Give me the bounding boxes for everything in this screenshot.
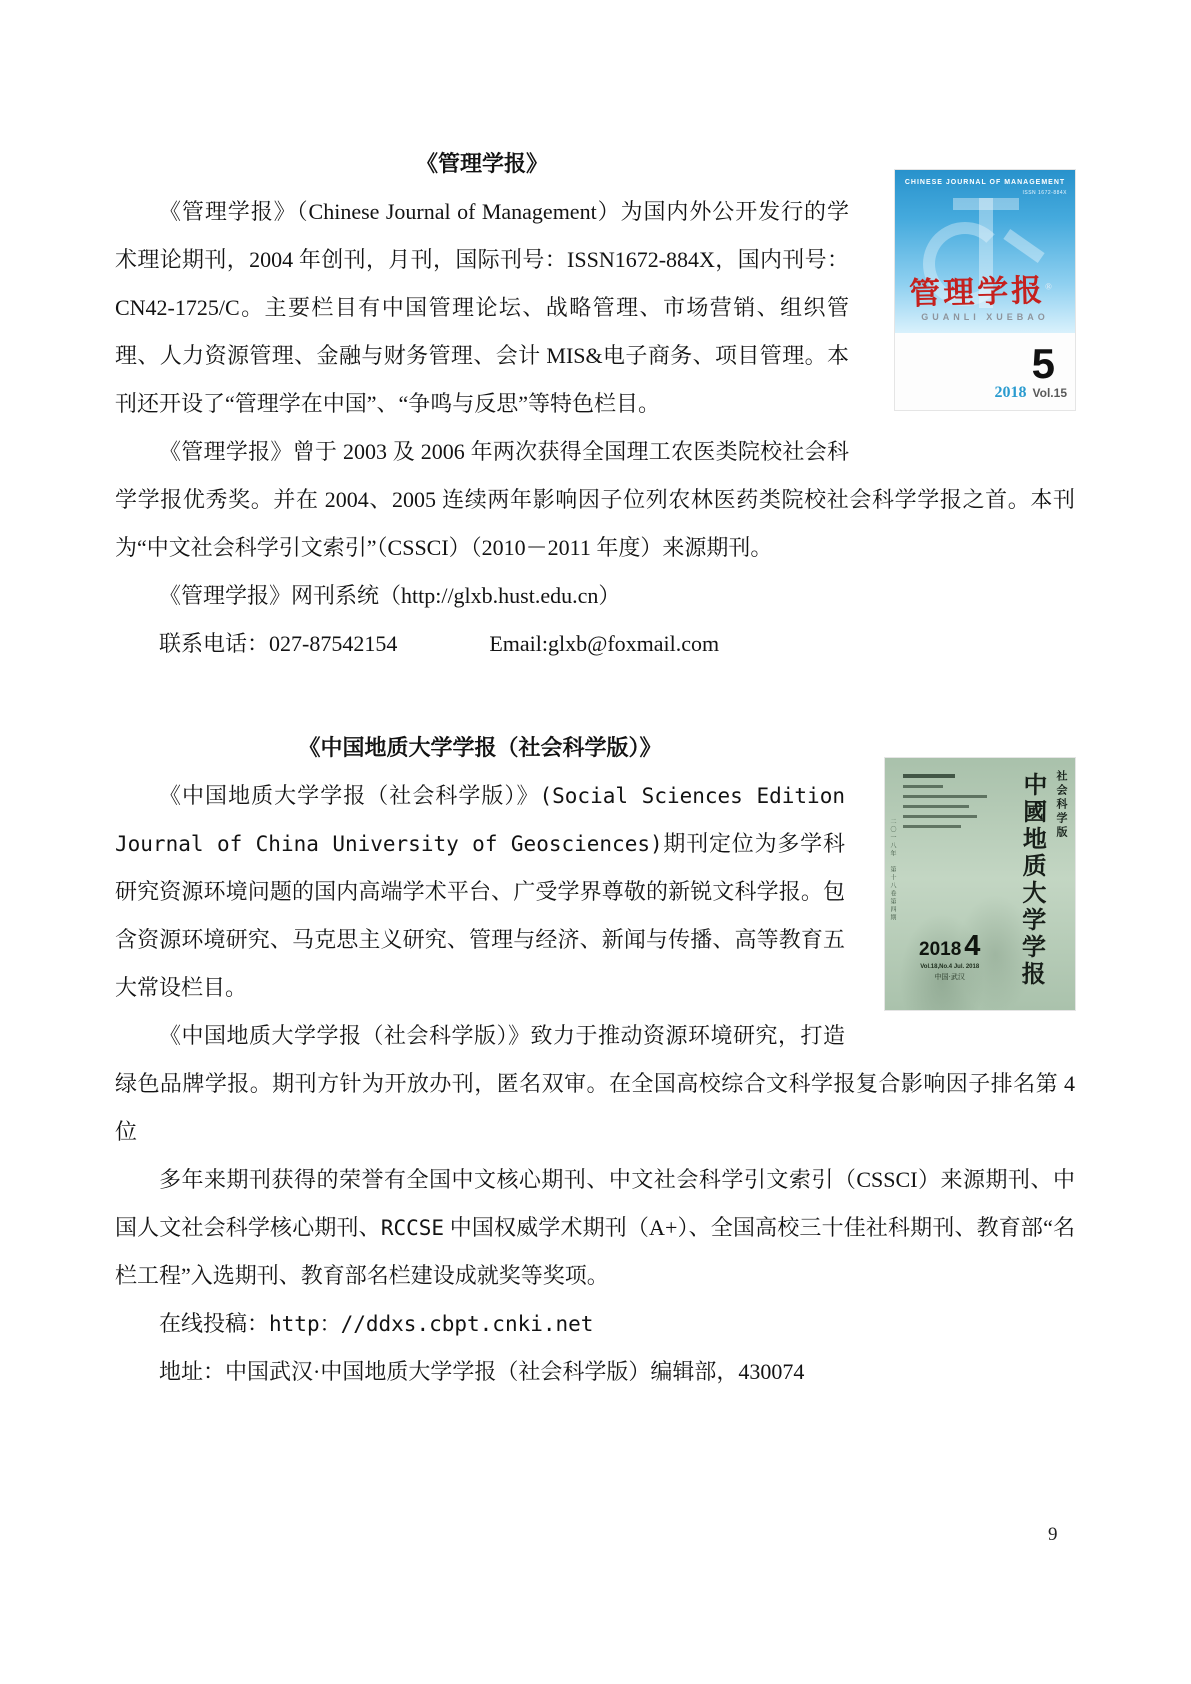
section2-paragraph-2: 《中国地质大学学报（社会科学版）》致力于推动资源环境研究，打造绿色品牌学报。期刊方针为开放办刊，匿名双审。在全国高校综合文科学报复合影响因子排名第 4 位 bbox=[115, 1023, 1075, 1144]
english-journal-name: (Social Sciences Edition Journal of China University of Geosciences) bbox=[115, 784, 845, 856]
section2-title: 《中国地质大学学报（社会科学版）》 bbox=[298, 735, 662, 760]
registered-trademark-mark: ® bbox=[1044, 281, 1055, 292]
cover1-white-area bbox=[895, 333, 1075, 410]
rccse-label: RCCSE bbox=[380, 1216, 445, 1240]
cover2-place: 中国·武汉 bbox=[934, 973, 965, 981]
section2-paragraph-3: 多年来期刊获得的荣誉有全国中文核心期刊、中文社会科学引文索引（CSSCI）来源期刊、中国人文社会科学核心期刊、RCCSE 中国权威学术期刊（A+）、全国高校三十佳社科期刊、教育部“名栏工程”入选期刊、教育部名栏建设成就奖等奖项。 bbox=[115, 1167, 1075, 1288]
section1-paragraph-2: 《管理学报》曾于 2003 及 2006 年两次获得全国理工农医类院校社会科学学报优秀奖。并在 2004、2005 连续两年影响因子位列农林医药类院校社会科学学报之首。本刊为“中文社会科学引文索引”（CSSCI）（2010－2011 年度）来源期刊。 bbox=[115, 439, 1075, 560]
submission-url: http：//ddxs.cbpt.cnki.net bbox=[269, 1312, 594, 1336]
section1-paragraph-1: 《管理学报》（Chinese Journal of Management）为国内外公开发行的学术理论期刊，2004 年创刊，月刊，国际刊号：ISSN1672-884X，国内刊号：CN42-1725/C。主要栏目有中国管理论坛、战略管理、市场营销、组织管理、人力资源管理、金融与财务管理、会计 MIS&电子商务、项目管理。本刊还开设了“管理学在中国”、“争鸣与反思”等特色栏目。 bbox=[115, 199, 849, 416]
cover2-article-list-decoration bbox=[903, 774, 987, 835]
cover1-issue-number: 5 bbox=[1031, 340, 1055, 387]
section-guanli-xuebao bbox=[115, 140, 1075, 668]
journal-cover-cug-social-sciences bbox=[885, 758, 1075, 1010]
cover1-english-title: CHINESE JOURNAL OF MANAGEMENT bbox=[904, 179, 1066, 186]
cover1-volume: Vol.15 bbox=[1032, 386, 1067, 400]
section1-contact-line bbox=[115, 620, 1075, 668]
section-cug-journal bbox=[115, 724, 1075, 1396]
section1-phone: 联系电话：027-87542154 bbox=[159, 631, 398, 656]
cover1-pinyin-title: GUANLI XUEBAO bbox=[921, 312, 1049, 322]
journal-cover-guanli-xuebao bbox=[895, 170, 1075, 410]
section2-address-line: 地址：中国武汉·中国地质大学学报（社会科学版）编辑部，430074 bbox=[159, 1359, 805, 1384]
cover1-chinese-title: 管理学报® bbox=[908, 272, 1055, 312]
cover2-spine-text: 二〇一八年 第十八卷第四期 bbox=[889, 818, 895, 922]
cover2-issn-bar bbox=[903, 774, 955, 778]
cover1-issn: ISSN 1672-884X bbox=[1022, 190, 1067, 196]
section1-email: Email:glxb@foxmail.com bbox=[489, 631, 720, 656]
submission-label: 在线投稿： bbox=[159, 1311, 270, 1336]
cover-monogram-watermark bbox=[1003, 229, 1044, 263]
cover2-calligraphy-title: 中國地质大学学报 bbox=[1017, 771, 1046, 989]
cover2-issue-block bbox=[919, 930, 981, 982]
page-number: 9 bbox=[1048, 1524, 1058, 1545]
cover2-volume-line: Vol.18,No.4 Jul. 2018 bbox=[920, 964, 980, 970]
section2-submission-line bbox=[115, 1300, 1075, 1348]
cover1-blue-area bbox=[895, 170, 1075, 333]
cover2-issue-number: 4 bbox=[964, 930, 981, 962]
page-content bbox=[115, 140, 1075, 1396]
cover2-year: 2018 bbox=[919, 939, 962, 960]
cover1-year: 2018 bbox=[994, 384, 1027, 401]
section2-paragraph-1: 《中国地质大学学报（社会科学版）》(Social Sciences Edition Journal of China University of Geosciences)期刊定位为多学科研究资源环境问题的国内高端学术平台、广受学界尊敬的新锐文科学报。包含资源环境研究、马克思主义研究、管理与经济、新闻与传播、高等教育五大常设栏目。 bbox=[115, 783, 845, 1000]
section1-title: 《管理学报》 bbox=[415, 151, 548, 176]
section1-website-line: 《管理学报》网刊系统（http://glxb.hust.edu.cn） bbox=[159, 583, 621, 608]
cover2-edition-label: 社会科学版 bbox=[1055, 770, 1067, 840]
cover1-year-volume bbox=[995, 384, 1067, 402]
